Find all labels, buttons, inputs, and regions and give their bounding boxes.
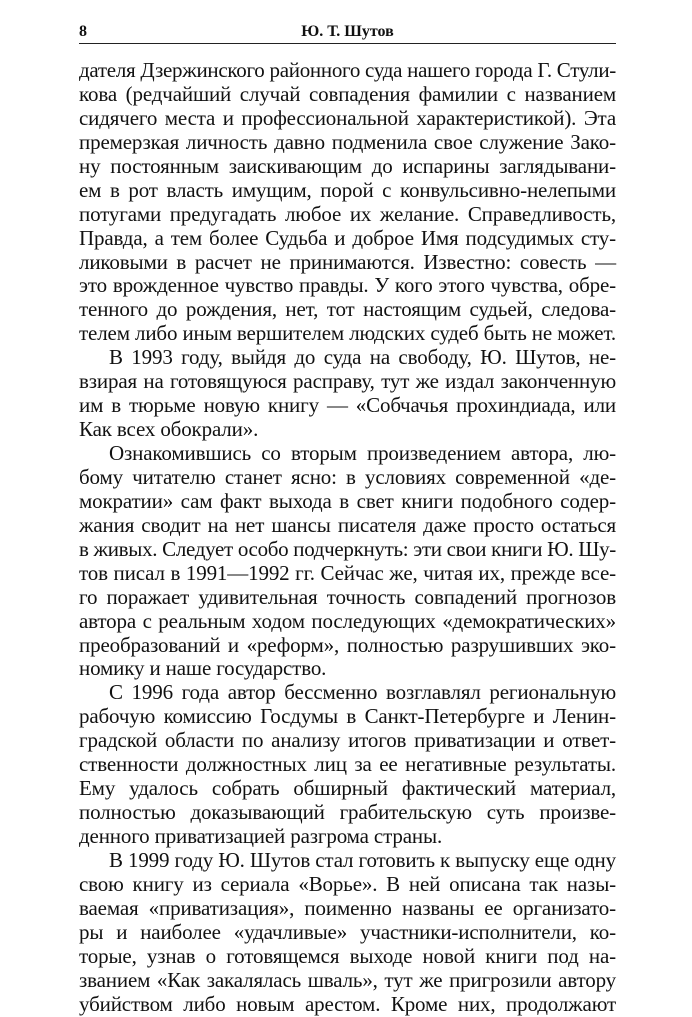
paragraph-first-line: В 1993 году, выйдя до суда на свободу, Ю. Шутов, не- — [109, 345, 616, 370]
body-text — [79, 59, 616, 1017]
text-line: Как всех обокрали». — [79, 417, 259, 442]
text-line: полностью доказывающий грабительскую суть произве- — [79, 800, 616, 825]
text-line: ры и наиболее «удачливые» участники-исполнители, ко- — [79, 919, 616, 944]
text-line: мократии» сам факт выхода в свет книги подобного содер- — [79, 488, 616, 513]
page-number: 8 — [79, 23, 87, 40]
text-line: го поражает удивительная точность совпадений прогнозов — [79, 584, 616, 609]
text-line: званием «Как закалялась шваль», тут же пригрозили автору — [79, 967, 616, 992]
text-line: градской области по анализу итогов приватизации и ответ- — [79, 728, 616, 753]
text-line: в живых. Следует особо подчеркнуть: эти свои книги Ю. Шу- — [79, 536, 616, 561]
text-line: ем в рот власть имущим, порой с конвульсивно-нелепыми — [79, 177, 616, 202]
text-line: рабочую комиссию Госдумы в Санкт-Петербурге и Ленин- — [79, 704, 616, 729]
running-header — [79, 23, 616, 43]
text-line: преобразований и «реформ», полностью разрушивших эко- — [79, 632, 616, 657]
text-line: бому читателю станет ясно: в условиях современной «де- — [79, 464, 616, 489]
text-line: премерзкая личность давно подменила свое служение Зако- — [79, 129, 616, 154]
text-line: кова (редчайший случай совпадения фамилии с названием — [79, 81, 616, 106]
text-line: ликовыми в расчет не принимаются. Известно: совесть — — [79, 249, 616, 274]
text-line: тов писал в 1991—1992 гг. Сейчас же, читая их, прежде все- — [79, 560, 616, 585]
text-line: жания сводит на нет шансы писателя даже просто остаться — [79, 512, 616, 537]
text-line: потугами предугадать любое их желание. Справедливость, — [79, 201, 616, 226]
text-line: ственности должностных лиц за ее негативные результаты. — [79, 752, 616, 777]
text-line: дателя Дзержинского районного суда нашего города Г. Стули- — [79, 58, 616, 82]
header-rule — [79, 43, 616, 44]
text-line: ну постоянным заискивающим до испарины заглядывани- — [79, 153, 616, 178]
text-line: убийством либо новым арестом. Кроме них, продолжают — [79, 991, 616, 1016]
text-line: номику и наше государство. — [79, 656, 327, 681]
text-line: взирая на готовящуюся расправу, тут же издал законченную — [79, 369, 616, 394]
text-line: это врожденное чувство правды. У кого этого чувства, обре- — [79, 273, 616, 298]
text-line: им в тюрьме новую книгу — «Собчачья прохиндиада, или — [79, 393, 616, 418]
text-line: тенного до рождения, нет, тот настоящим судьей, следова- — [79, 297, 616, 322]
text-line: сидячего места и профессиональной характеристикой). Эта — [79, 105, 616, 130]
text-line: телем либо иным вершителем людских судеб быть не может. — [79, 321, 616, 346]
text-line: Правда, а тем более Судьба и доброе Имя подсудимых сту- — [79, 225, 616, 250]
text-line: ваемая «приватизация», поименно названы ее организато- — [79, 895, 616, 920]
paragraph-first-line: С 1996 года автор бессменно возглавлял региональную — [109, 680, 616, 705]
running-title: Ю. Т. Шутов — [301, 23, 394, 40]
text-line: автора с реальным ходом последующих «демократических» — [79, 608, 616, 633]
paragraph-first-line: В 1999 году Ю. Шутов стал готовить к выпуску еще одну — [109, 847, 616, 872]
paragraph-first-line: Ознакомившись со вторым произведением автора, лю- — [109, 441, 616, 465]
text-line: Ему удалось собрать обширный фактический материал, — [79, 776, 616, 801]
text-line: денного приватизацией разгрома страны. — [79, 824, 443, 848]
text-line: торые, узнав о готовящемся выходе новой книги под на- — [79, 943, 616, 968]
text-line: свою книгу из сериала «Ворье». В ней описана так назы- — [79, 871, 616, 896]
